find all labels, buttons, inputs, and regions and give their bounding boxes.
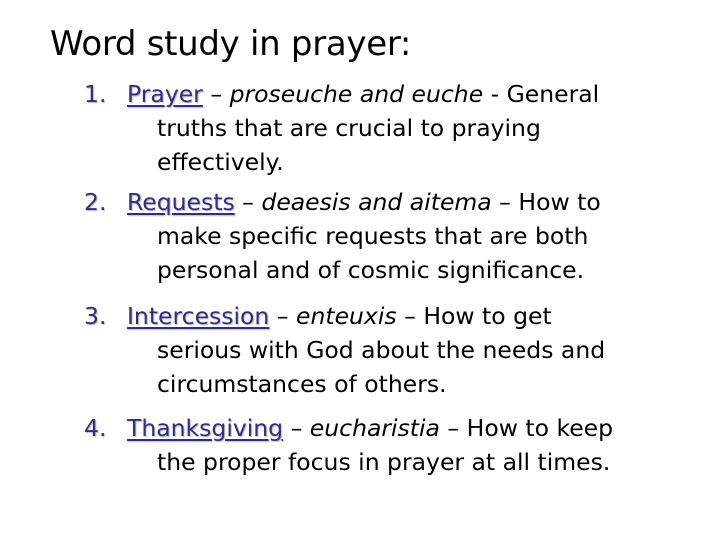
list-number: 1.: [84, 80, 107, 108]
greek-words: enteuxis: [296, 302, 397, 330]
list-number: 3.: [84, 302, 107, 330]
description-line: effectively.: [157, 148, 284, 176]
term-dash: –: [234, 188, 262, 216]
description-start: – How to: [491, 188, 601, 216]
term-dash: –: [269, 302, 297, 330]
description-line: make specific requests that are both: [157, 222, 589, 250]
term-dash: –: [283, 414, 310, 442]
list-item-first-line: [84, 299, 684, 333]
term-dash: –: [202, 80, 230, 108]
description-line: serious with God about the needs and: [157, 336, 606, 364]
description-line: circumstances of others.: [157, 370, 447, 398]
list-item-first-line: [84, 411, 684, 445]
term-link-requests[interactable]: Requests: [127, 188, 235, 216]
slide-title: Word study in prayer:: [50, 24, 412, 64]
list-item-requests: [84, 185, 684, 287]
greek-words: proseuche and euche: [229, 80, 484, 108]
list-item-thanksgiving: [84, 411, 684, 479]
description-start: - General: [483, 80, 600, 108]
description-line: the proper focus in prayer at all times.: [157, 448, 611, 476]
list-number: 4.: [84, 414, 107, 442]
list-number: 2.: [84, 188, 107, 216]
description-line: personal and of cosmic significance.: [157, 256, 585, 284]
greek-words: deaesis and aitema: [261, 188, 492, 216]
list-item-intercession: [84, 299, 684, 401]
description-start: – How to keep: [439, 414, 614, 442]
list-item-first-line: [84, 77, 684, 111]
term-link-intercession[interactable]: Intercession: [127, 302, 270, 330]
list-item-first-line: [84, 185, 684, 219]
term-link-prayer[interactable]: Prayer: [127, 80, 203, 108]
greek-words: eucharistia: [309, 414, 440, 442]
term-link-thanksgiving[interactable]: Thanksgiving: [127, 414, 284, 442]
description-line: truths that are crucial to praying: [157, 114, 541, 142]
description-start: – How to get: [396, 302, 552, 330]
list-item-prayer: [84, 77, 684, 179]
